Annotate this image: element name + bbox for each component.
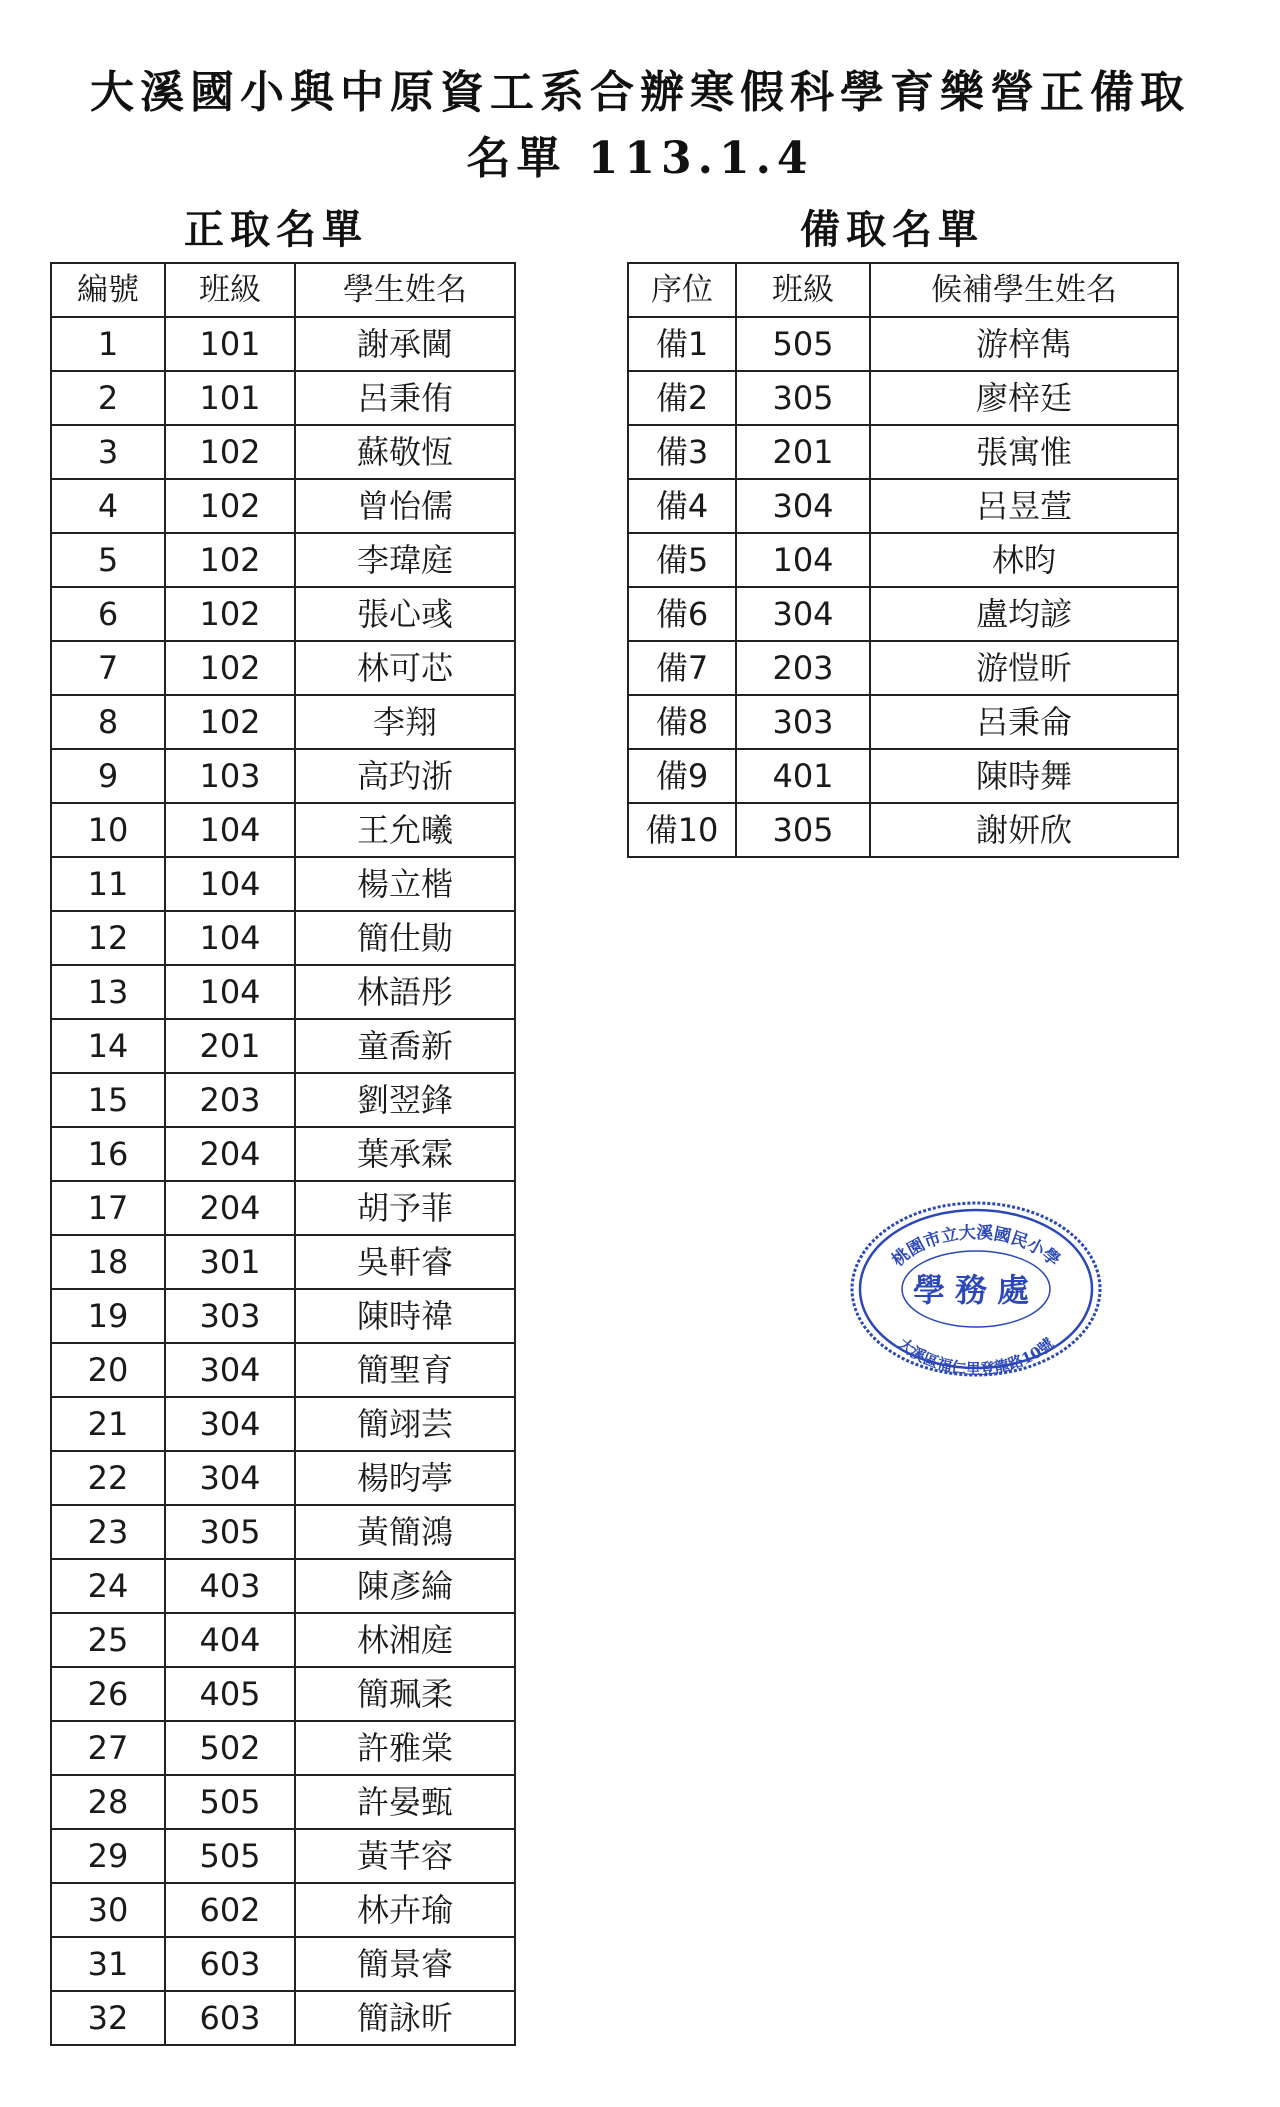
class-cell: 102 (165, 587, 295, 641)
student-name-cell: 陳彥綸 (295, 1559, 515, 1613)
class-cell: 201 (736, 425, 870, 479)
waitlist-order-cell: 備4 (628, 479, 736, 533)
student-number-cell: 6 (51, 587, 165, 641)
student-number-cell: 4 (51, 479, 165, 533)
student-number-cell: 9 (51, 749, 165, 803)
table-row (51, 1127, 515, 1181)
student-number-cell: 25 (51, 1613, 165, 1667)
student-name-cell: 簡景睿 (295, 1937, 515, 1991)
main-list-heading: 正取名單 (184, 206, 368, 253)
student-number-cell: 30 (51, 1883, 165, 1937)
student-number-cell: 5 (51, 533, 165, 587)
student-number-cell: 18 (51, 1235, 165, 1289)
class-cell: 505 (165, 1775, 295, 1829)
candidate-name-cell: 陳時舞 (870, 749, 1178, 803)
class-cell: 203 (736, 641, 870, 695)
table-row (628, 803, 1178, 857)
student-name-cell: 林可芯 (295, 641, 515, 695)
student-name-cell: 李瑋庭 (295, 533, 515, 587)
student-name-cell: 李翔 (295, 695, 515, 749)
table-row (51, 803, 515, 857)
student-name-cell: 呂秉侑 (295, 371, 515, 425)
student-number-cell: 15 (51, 1073, 165, 1127)
student-name-cell: 曾怡儒 (295, 479, 515, 533)
student-name-cell: 吳軒睿 (295, 1235, 515, 1289)
table-row (51, 1397, 515, 1451)
table-row (51, 1073, 515, 1127)
waitlist-order-cell: 備7 (628, 641, 736, 695)
column-header-number: 編號 (51, 263, 165, 317)
class-cell: 505 (165, 1829, 295, 1883)
table-row (51, 1505, 515, 1559)
column-header-class: 班級 (165, 263, 295, 317)
table-header-row (628, 263, 1178, 317)
student-number-cell: 21 (51, 1397, 165, 1451)
class-cell: 502 (165, 1721, 295, 1775)
student-name-cell: 葉承霖 (295, 1127, 515, 1181)
table-row (628, 479, 1178, 533)
class-cell: 303 (165, 1289, 295, 1343)
class-cell: 102 (165, 695, 295, 749)
student-number-cell: 3 (51, 425, 165, 479)
class-cell: 201 (165, 1019, 295, 1073)
class-cell: 602 (165, 1883, 295, 1937)
class-cell: 103 (165, 749, 295, 803)
student-name-cell: 張心彧 (295, 587, 515, 641)
class-cell: 603 (165, 1991, 295, 2045)
table-row (51, 1883, 515, 1937)
class-cell: 101 (165, 317, 295, 371)
candidate-name-cell: 張寓惟 (870, 425, 1178, 479)
student-number-cell: 23 (51, 1505, 165, 1559)
waitlist-order-cell: 備2 (628, 371, 736, 425)
candidate-name-cell: 游愷昕 (870, 641, 1178, 695)
student-number-cell: 20 (51, 1343, 165, 1397)
student-name-cell: 林卉瑜 (295, 1883, 515, 1937)
student-number-cell: 13 (51, 965, 165, 1019)
class-cell: 301 (165, 1235, 295, 1289)
class-cell: 104 (165, 911, 295, 965)
class-cell: 104 (736, 533, 870, 587)
student-number-cell: 16 (51, 1127, 165, 1181)
table-row (51, 1829, 515, 1883)
table-row (628, 749, 1178, 803)
student-name-cell: 許雅棠 (295, 1721, 515, 1775)
class-cell: 102 (165, 533, 295, 587)
school-office-seal (848, 1198, 1104, 1380)
table-row (51, 587, 515, 641)
student-name-cell: 林語彤 (295, 965, 515, 1019)
student-number-cell: 32 (51, 1991, 165, 2045)
waitlist-order-cell: 備6 (628, 587, 736, 641)
table-row (51, 1721, 515, 1775)
table-row (628, 425, 1178, 479)
table-row (51, 1559, 515, 1613)
table-row (51, 425, 515, 479)
class-cell: 304 (165, 1397, 295, 1451)
student-name-cell: 劉翌鋒 (295, 1073, 515, 1127)
table-row (628, 695, 1178, 749)
table-row (51, 1937, 515, 1991)
candidate-name-cell: 盧均諺 (870, 587, 1178, 641)
student-number-cell: 2 (51, 371, 165, 425)
class-cell: 305 (736, 803, 870, 857)
student-name-cell: 童喬新 (295, 1019, 515, 1073)
class-cell: 104 (165, 965, 295, 1019)
class-cell: 305 (165, 1505, 295, 1559)
student-number-cell: 17 (51, 1181, 165, 1235)
class-cell: 304 (165, 1343, 295, 1397)
class-cell: 102 (165, 479, 295, 533)
class-cell: 102 (165, 425, 295, 479)
table-row (51, 695, 515, 749)
table-row (51, 1775, 515, 1829)
waitlist-order-cell: 備1 (628, 317, 736, 371)
student-number-cell: 24 (51, 1559, 165, 1613)
seal-lower-text: 大溪區福仁里登龍路10號 (894, 1334, 1058, 1379)
main-list-table (50, 262, 516, 2046)
document-title: 大溪國小與中原資工系合辦寒假科學育樂營正備取 (90, 67, 1190, 118)
table-row (51, 1289, 515, 1343)
column-header-candidate-name: 候補學生姓名 (870, 263, 1178, 317)
class-cell: 505 (736, 317, 870, 371)
student-number-cell: 27 (51, 1721, 165, 1775)
table-row (51, 317, 515, 371)
student-number-cell: 26 (51, 1667, 165, 1721)
class-cell: 102 (165, 641, 295, 695)
table-header-row (51, 263, 515, 317)
table-row (51, 1181, 515, 1235)
class-cell: 401 (736, 749, 870, 803)
class-cell: 204 (165, 1127, 295, 1181)
candidate-name-cell: 廖梓廷 (870, 371, 1178, 425)
table-row (628, 587, 1178, 641)
student-number-cell: 1 (51, 317, 165, 371)
student-name-cell: 簡翊芸 (295, 1397, 515, 1451)
table-row (51, 479, 515, 533)
class-cell: 404 (165, 1613, 295, 1667)
table-row (51, 1019, 515, 1073)
seal-center-text: 學務處 (912, 1271, 1040, 1309)
class-cell: 203 (165, 1073, 295, 1127)
table-row (51, 1991, 515, 2045)
student-number-cell: 8 (51, 695, 165, 749)
class-cell: 405 (165, 1667, 295, 1721)
waitlist-order-cell: 備8 (628, 695, 736, 749)
candidate-name-cell: 林昀 (870, 533, 1178, 587)
column-header-class: 班級 (736, 263, 870, 317)
table-row (51, 965, 515, 1019)
class-cell: 101 (165, 371, 295, 425)
column-header-order: 序位 (628, 263, 736, 317)
waitlist-order-cell: 備10 (628, 803, 736, 857)
candidate-name-cell: 呂昱萱 (870, 479, 1178, 533)
class-cell: 603 (165, 1937, 295, 1991)
student-number-cell: 12 (51, 911, 165, 965)
student-name-cell: 黃簡鴻 (295, 1505, 515, 1559)
student-name-cell: 高玓浙 (295, 749, 515, 803)
student-name-cell: 林湘庭 (295, 1613, 515, 1667)
table-row (51, 1235, 515, 1289)
waitlist-order-cell: 備3 (628, 425, 736, 479)
table-row (51, 533, 515, 587)
student-name-cell: 王允曦 (295, 803, 515, 857)
seal-outer-text: 桃園市立大溪國民小學 (888, 1222, 1064, 1271)
class-cell: 304 (736, 587, 870, 641)
table-row (51, 857, 515, 911)
candidate-name-cell: 游梓雋 (870, 317, 1178, 371)
student-name-cell: 簡仕勛 (295, 911, 515, 965)
table-row (628, 641, 1178, 695)
table-row (51, 1343, 515, 1397)
candidate-name-cell: 謝妍欣 (870, 803, 1178, 857)
student-number-cell: 28 (51, 1775, 165, 1829)
table-row (628, 371, 1178, 425)
student-name-cell: 簡詠昕 (295, 1991, 515, 2045)
class-cell: 104 (165, 803, 295, 857)
document-subtitle-date: 名單 113.1.4 (466, 133, 814, 184)
student-name-cell: 楊立楷 (295, 857, 515, 911)
student-name-cell: 許晏甄 (295, 1775, 515, 1829)
table-row (51, 749, 515, 803)
class-cell: 304 (736, 479, 870, 533)
student-name-cell: 簡聖育 (295, 1343, 515, 1397)
table-row (51, 371, 515, 425)
table-row (628, 317, 1178, 371)
student-name-cell: 楊昀葶 (295, 1451, 515, 1505)
student-name-cell: 蘇敬恆 (295, 425, 515, 479)
wait-list-heading: 備取名單 (800, 206, 984, 253)
student-number-cell: 31 (51, 1937, 165, 1991)
table-row (51, 1667, 515, 1721)
student-name-cell: 胡予菲 (295, 1181, 515, 1235)
student-name-cell: 陳時禕 (295, 1289, 515, 1343)
class-cell: 303 (736, 695, 870, 749)
class-cell: 304 (165, 1451, 295, 1505)
student-name-cell: 簡珮柔 (295, 1667, 515, 1721)
class-cell: 204 (165, 1181, 295, 1235)
waitlist-order-cell: 備9 (628, 749, 736, 803)
class-cell: 305 (736, 371, 870, 425)
class-cell: 104 (165, 857, 295, 911)
class-cell: 403 (165, 1559, 295, 1613)
student-number-cell: 14 (51, 1019, 165, 1073)
student-number-cell: 10 (51, 803, 165, 857)
student-name-cell: 謝承閫 (295, 317, 515, 371)
table-row (51, 911, 515, 965)
table-row (51, 1613, 515, 1667)
candidate-name-cell: 呂秉侖 (870, 695, 1178, 749)
table-row (628, 533, 1178, 587)
student-number-cell: 22 (51, 1451, 165, 1505)
student-number-cell: 29 (51, 1829, 165, 1883)
table-row (51, 641, 515, 695)
wait-list-table (627, 262, 1179, 858)
student-number-cell: 11 (51, 857, 165, 911)
student-number-cell: 19 (51, 1289, 165, 1343)
student-name-cell: 黃芊容 (295, 1829, 515, 1883)
waitlist-order-cell: 備5 (628, 533, 736, 587)
table-row (51, 1451, 515, 1505)
column-header-student-name: 學生姓名 (295, 263, 515, 317)
student-number-cell: 7 (51, 641, 165, 695)
